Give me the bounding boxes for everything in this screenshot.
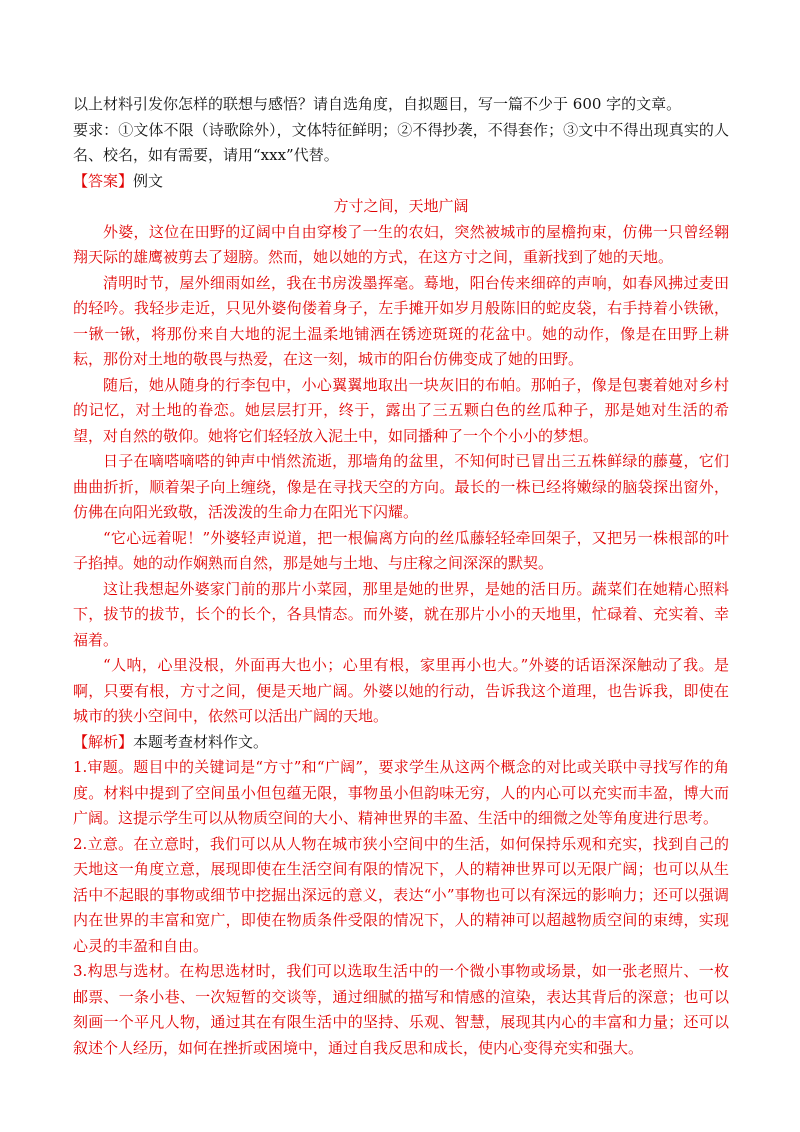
- requirements-text: 要求：①文体不限（诗歌除外），文体特征鲜明；②不得抄袭，不得套作；③文中不得出现真实的人名、校名，如有需要，请用“xxx”代替。: [73, 120, 729, 164]
- answer-tag: 【答案】: [73, 171, 134, 190]
- essay-paragraph: “它心远着呢！”外婆轻声说道，把一根偏离方向的丝瓜藤轻轻牵回架子，又把另一株根部的叶子掐掉。她的动作娴熟而自然，那是她与土地、与庄稼之间深深的默契。: [73, 528, 729, 572]
- essay-title: 方寸之间，天地广阔: [333, 197, 469, 215]
- analysis-point: 2.立意。在立意时，我们可以从人物在城市狭小空间中的生活，如何保持乐观和充实，找到自己的天地这一角度立意，展现即使在生活空间有限的情况下，人的精神世界可以无限广阔；也可以从生活中不起眼的事物或细节中挖掘出深远的意义，表达“小”事物也可以有深远的影响力；还可以强调内在世界的丰富和宽广，即使在物质条件受限的情况下，人的精神可以超越物质空间的束缚，实现心灵的丰盈和自由。: [73, 834, 729, 955]
- essay-paragraph: 清明时节，屋外细雨如丝，我在书房泼墨挥毫。蓦地，阳台传来细碎的声响，如春风拂过麦田的轻吟。我轻步走近，只见外婆佝偻着身子，左手摊开如岁月般陈旧的蛇皮袋，右手持着小铁锹，一锹一锹，将那份来自大地的泥土温柔地铺洒在锈迹斑斑的花盆中。她的动作，像是在田野上耕耘，那份对土地的敬畏与热爱，在这一刻，城市的阳台仿佛变成了她的田野。: [73, 273, 729, 368]
- answer-label: 例文: [133, 171, 164, 190]
- essay-paragraph: “人呐，心里没根，外面再大也小；心里有根，家里再小也大。”外婆的话语深深触动了我。是啊，只要有根，方寸之间，便是天地广阔。外婆以她的行动，告诉我这个道理，也告诉我，即使在城市的狭小空间中，依然可以活出广阔的天地。: [73, 656, 729, 725]
- essay-paragraph: 日子在嘀嗒嘀嗒的钟声中悄然流逝，那墙角的盆里，不知何时已冒出三五株鲜绿的藤蔓，它们曲曲折折，顺着架子向上缠绕，像是在寻找天空的方向。最长的一株已经将嫩绿的脑袋探出窗外，仿佛在向阳光致敬，活泼泼的生命力在阳光下闪耀。: [73, 452, 729, 521]
- essay-paragraph: 这让我想起外婆家门前的那片小菜园，那里是她的世界，是她的活日历。蔬菜们在她精心照料下，拔节的拔节，长个的长个，各具情态。而外婆，就在那片小小的天地里，忙碌着、充实着、幸福着。: [73, 579, 729, 649]
- essay-paragraph: 随后，她从随身的行李包中，小心翼翼地取出一块灰旧的布帕。那帕子，像是包裹着她对乡村的记忆，对土地的眷恋。她层层打开，终于，露出了三五颗白色的丝瓜种子，那是她对生活的希望，对自然的敬仰。她将它们轻轻放入泥土中，如同播种了一个个小小的梦想。: [73, 375, 729, 445]
- analysis-tag: 【解析】: [73, 732, 134, 751]
- answer-header: [73, 169, 729, 195]
- document-page: [73, 92, 729, 1061]
- analysis-point: 1.审题。题目中的关键词是“方寸”和“广阔”，要求学生从这两个概念的对比或关联中寻找写作的角度。材料中提到了空间虽小但包蕴无限，事物虽小但韵味无穷，人的内心可以充实而丰盈，博大而广阔。这提示学生可以从物质空间的大小、精神世界的丰盈、生活中的细微之处等角度进行思考。: [73, 758, 729, 827]
- essay-paragraph: 外婆，这位在田野的辽阔中自由穿梭了一生的农妇，突然被城市的屋檐拘束，仿佛一只曾经翱翔天际的雄鹰被剪去了翅膀。然而，她以她的方式，在这方寸之间，重新找到了她的天地。: [73, 222, 729, 266]
- analysis-intro: 本题考查材料作文。: [133, 732, 269, 751]
- analysis-point: 3.构思与选材。在构思选材时，我们可以选取生活中的一个微小事物或场景，如一张老照片、一枚邮票、一条小巷、一次短暂的交谈等，通过细腻的描写和情感的渲染，表达其背后的深意；也可以刻画一个平凡人物，通过其在有限生活中的坚持、乐观、智慧，展现其内心的丰富和力量；还可以叙述个人经历，如何在挫折或困境中，通过自我反思和成长，使内心变得充实和强大。: [73, 962, 729, 1057]
- analysis-header: [73, 730, 729, 756]
- prompt-line: 以上材料引发你怎样的联想与感悟？请自选角度，自拟题目，写一篇不少于 600 字的文章。: [73, 95, 682, 113]
